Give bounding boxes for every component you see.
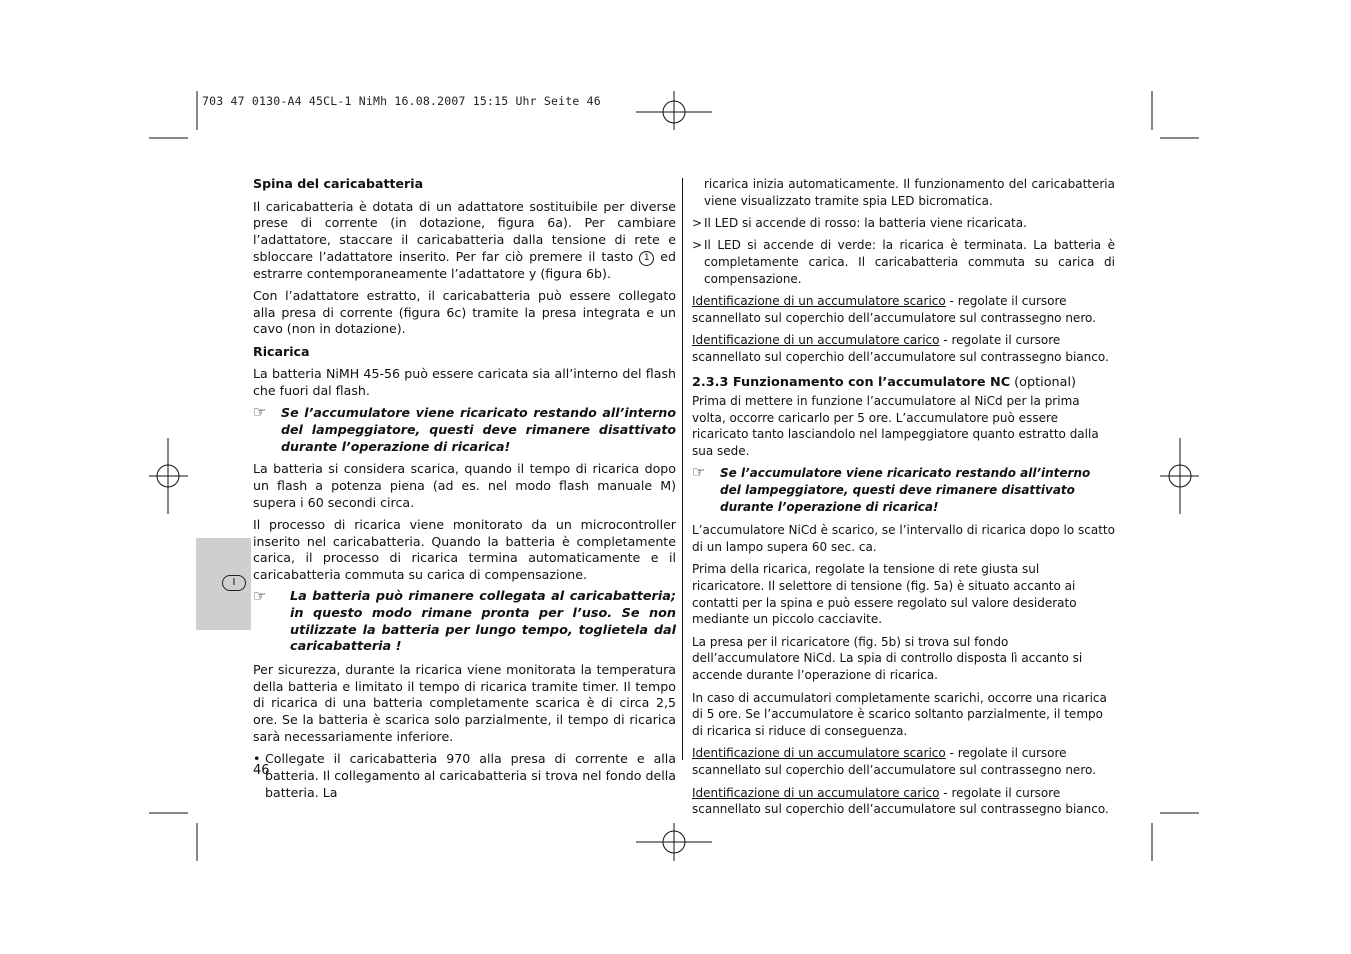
paragraph: La batteria NiMH 45-56 può essere caricata sia all’interno del flash che fuori dal flash. <box>253 366 676 399</box>
paragraph-text: - regolate il cursore scannellato sul coperchio dell’accumulatore sul contrassegno nero. <box>692 294 1096 326</box>
paragraph: L’accumulatore NiCd è scarico, se l’intervallo di ricarica dopo lo scatto di un lampo supera 60 sec. ca. <box>692 522 1115 554</box>
heading-charging: Ricarica <box>253 343 310 359</box>
underlined-label: Identificazione di un accumulatore scarico <box>692 746 946 761</box>
paragraph-text: - regolate il cursore scannellato sul coperchio dell’accumulatore sul contrassegno bianco. <box>692 333 1109 365</box>
bullet-icon: • <box>253 751 261 767</box>
paragraph-text: - regolate il cursore scannellato sul coperchio dell’accumulatore sul contrassegno bianco. <box>692 785 1109 817</box>
list-item <box>692 215 1115 232</box>
paragraph <box>692 745 1115 779</box>
arrow-icon: > <box>692 238 703 253</box>
list-item-text: Il LED si accende di verde: la ricarica è terminata. La batteria è completamente carica. Il caricabatteria commuta su carica di compensazione. <box>704 238 1115 286</box>
note-text: Se l’accumulatore viene ricaricato restando all’interno del lampeggiatore, questi deve rimanere disattivato durante l’operazione di ricarica! <box>281 405 676 454</box>
underlined-label: Identificazione di un accumulatore scarico <box>692 294 946 309</box>
paragraph <box>253 199 676 283</box>
column-divider <box>682 178 683 760</box>
list-item <box>253 751 676 801</box>
note <box>253 405 676 455</box>
heading-charger-plug: Spina del caricabatteria <box>253 176 424 191</box>
list-item-text: Il LED si accende di rosso: la batteria viene ricaricata. <box>704 216 1027 231</box>
paragraph: Prima della ricarica, regolate la tensione di rete giusta sul ricaricatore. Il selettore di tensione (fig. 5a) è situato accanto ai contatti per la spina e può essere regolato sul valore desiderato mediante un piccolo cacciavite. <box>692 561 1077 627</box>
paragraph-text: ed estrarre contemporaneamente l’adattatore y (figura 6b). <box>253 248 676 281</box>
paragraph: Con l’adattatore estratto, il caricabatteria può essere collegato alla presa di corrente (figura 6c) tramite la presa integrata e un cavo (non in dotazione). <box>253 288 676 337</box>
key-number-icon: 1 <box>639 251 654 266</box>
paragraph <box>692 785 1115 819</box>
language-badge: I <box>222 575 246 591</box>
paragraph: In caso di accumulatori completamente scarichi, occorre una ricarica di 5 ore. Se l’accumulatore è scarico soltanto parzialmente, il tempo di ricarica si riduce di conseguenza. <box>692 690 1107 739</box>
paragraph: Il processo di ricarica viene monitorato da un microcontroller inserito nel caricabatteria. Quando la batteria è completamente carica, il processo di ricarica termina automaticamente e il caricabatteria commuta su carica di compensazione. <box>253 516 676 583</box>
paragraph <box>692 293 1115 327</box>
paragraph-text: - regolate il cursore scannellato sul coperchio dell’accumulatore sul contrassegno nero. <box>692 746 1096 778</box>
left-column <box>253 176 676 807</box>
pointing-hand-icon: ☞ <box>692 463 706 482</box>
paragraph <box>692 332 1115 366</box>
arrow-icon: > <box>692 216 703 231</box>
pointing-hand-icon: ☞ <box>253 403 267 422</box>
paragraph: La batteria si considera scarica, quando il tempo di ricarica dopo un flash a potenza piena (ad es. nel modo flash manuale M) supera i 60 secondi circa. <box>253 461 676 510</box>
paragraph-text: Il caricabatteria è dotata di un adattatore sostituibile per diverse prese di corrente (in dotazione, figura 6a). Per cambiare l’adattatore, staccare il caricabatteria dalla tensione di rete e sbloccare l’adattatore inserito. Per far ciò premere il tasto <box>253 198 676 264</box>
section-heading-normal: (optional) <box>1010 374 1077 390</box>
right-column <box>692 176 1115 824</box>
section-heading-bold: 2.3.3 Funzionamento con l’accumulatore NC <box>692 374 1011 390</box>
paragraph: La presa per il ricaricatore (fig. 5b) si trova sul fondo dell’accumulatore NiCd. La spia di controllo disposta lì accanto si accende durante l’operazione di ricarica. <box>692 634 1083 683</box>
paragraph: Per sicurezza, durante la ricarica viene monitorata la temperatura della batteria e limitato il tempo di ricarica tramite timer. Il tempo di ricarica di una batteria completamente scarica è di circa 2,5 ore. Se la batteria è scarica solo parzialmente, il tempo di ricarica sarà necessariamente inferiore. <box>253 662 676 744</box>
print-header: 703 47 0130-A4 45CL-1 NiMh 16.08.2007 15:15 Uhr Seite 46 <box>202 94 601 108</box>
list-item-text: Collegate il caricabatteria 970 alla presa di corrente e alla batteria. Il collegamento al caricabatteria si trova nel fondo della batteria. La <box>265 751 676 800</box>
note-text: Se l’accumulatore viene ricaricato restando all’interno del lampeggiatore, questi deve rimanere disattivato durante l’operazione di ricarica! <box>720 466 1091 515</box>
page-number: 46 <box>253 763 270 778</box>
section-heading <box>692 375 1115 392</box>
list-item <box>692 237 1115 287</box>
paragraph: ricarica inizia automaticamente. Il funzionamento del caricabatteria viene visualizzato tramite spia LED bicromatica. <box>704 177 1115 208</box>
paragraph: Prima di mettere in funzione l’accumulatore al NiCd per la prima volta, occorre caricarlo per 5 ore. L’accumulatore può essere ricaricato tanto lasciandolo nel lampeggiatore quanto estratto dalla sua sede. <box>692 393 1099 459</box>
note <box>253 589 676 656</box>
underlined-label: Identificazione di un accumulatore carico <box>692 785 940 800</box>
pointing-hand-icon: ☞ <box>253 587 267 606</box>
note <box>692 465 1115 515</box>
note-text: La batteria può rimanere collegata al caricabatteria; in questo modo rimane pronta per l’uso. Se non utilizzate la batteria per lungo tempo, toglietela dal caricabatteria ! <box>290 589 676 655</box>
underlined-label: Identificazione di un accumulatore carico <box>692 333 940 348</box>
